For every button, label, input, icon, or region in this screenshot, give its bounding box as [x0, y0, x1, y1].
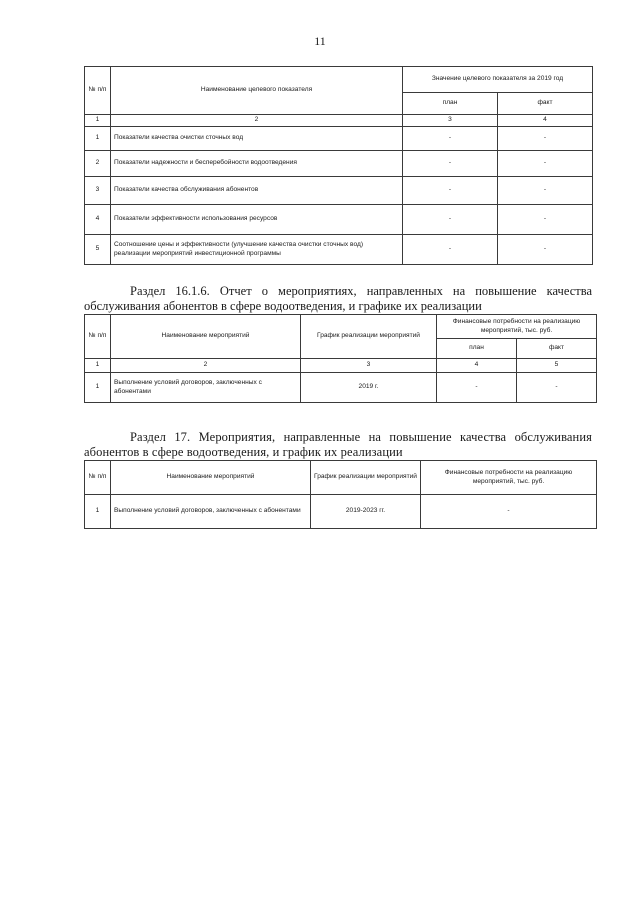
column-index-row	[85, 115, 593, 127]
col-header-plan: план	[437, 339, 517, 359]
section-heading-text: Раздел 16.1.6. Отчет о мероприятиях, направленных на повышение качества обслуживания абонентов в сфере водоотведения, и графике их реализации	[84, 284, 592, 313]
col-header-measure-name: Наименование мероприятий	[111, 461, 311, 495]
table-row	[85, 151, 593, 177]
row-plan: -	[403, 205, 498, 235]
row-fact: -	[498, 127, 593, 151]
measures-report-table	[84, 314, 597, 403]
row-num: 1	[85, 495, 111, 529]
index-cell: 4	[498, 115, 593, 127]
row-num: 1	[85, 127, 111, 151]
row-fact: -	[498, 205, 593, 235]
index-cell: 2	[111, 359, 301, 373]
row-name: Выполнение условий договоров, заключенных с абонентами	[111, 495, 311, 529]
row-fact: -	[517, 373, 597, 403]
row-plan: -	[403, 127, 498, 151]
row-plan: -	[403, 151, 498, 177]
row-name: Показатели качества обслуживания абонентов	[111, 177, 403, 205]
target-indicators-table	[84, 66, 593, 265]
table-row	[85, 177, 593, 205]
row-num: 4	[85, 205, 111, 235]
col-header-indicator-name: Наименование целевого показателя	[111, 67, 403, 115]
row-schedule: 2019-2023 гг.	[311, 495, 421, 529]
col-header-schedule: График реализации мероприятий	[301, 315, 437, 359]
table-row	[85, 495, 597, 529]
table-row	[85, 127, 593, 151]
col-header-fact: факт	[498, 93, 593, 115]
row-plan: -	[403, 177, 498, 205]
row-num: 5	[85, 235, 111, 265]
row-num: 1	[85, 373, 111, 403]
column-index-row	[85, 359, 597, 373]
col-header-num: № п/п	[85, 315, 111, 359]
index-cell: 2	[111, 115, 403, 127]
index-cell: 5	[517, 359, 597, 373]
row-name: Соотношение цены и эффективности (улучшение качества очистки сточных вод) реализации мероприятий инвестиционной программы	[111, 235, 403, 265]
index-cell: 4	[437, 359, 517, 373]
table-row	[85, 373, 597, 403]
col-header-value-group: Значение целевого показателя за 2019 год	[403, 67, 593, 93]
col-header-plan: план	[403, 93, 498, 115]
page-number: 11	[314, 34, 326, 48]
row-plan: -	[437, 373, 517, 403]
col-header-num: № п/п	[85, 461, 111, 495]
row-num: 3	[85, 177, 111, 205]
col-header-measure-name: Наименование мероприятий	[111, 315, 301, 359]
index-cell: 1	[85, 115, 111, 127]
table-row	[85, 205, 593, 235]
col-header-num: № п/п	[85, 67, 111, 115]
planned-measures-table	[84, 460, 597, 529]
row-plan: -	[403, 235, 498, 265]
col-header-schedule: График реализации мероприятий	[311, 461, 421, 495]
index-cell: 1	[85, 359, 111, 373]
row-name: Показатели надежности и бесперебойности водоотведения	[111, 151, 403, 177]
row-finance: -	[421, 495, 597, 529]
row-fact: -	[498, 151, 593, 177]
row-name: Выполнение условий договоров, заключенных с абонентами	[111, 373, 301, 403]
row-fact: -	[498, 177, 593, 205]
index-cell: 3	[301, 359, 437, 373]
col-header-finance: Финансовые потребности на реализацию мероприятий, тыс. руб.	[421, 461, 597, 495]
row-name: Показатели эффективности использования ресурсов	[111, 205, 403, 235]
index-cell: 3	[403, 115, 498, 127]
row-schedule: 2019 г.	[301, 373, 437, 403]
section-heading-text: Раздел 17. Мероприятия, направленные на повышение качества обслуживания абонентов в сфере водоотведения, и график их реализации	[84, 430, 592, 459]
col-header-finance-group: Финансовые потребности на реализацию мероприятий, тыс. руб.	[437, 315, 597, 339]
table-row	[85, 235, 593, 265]
col-header-fact: факт	[517, 339, 597, 359]
section-heading-16-1-6	[84, 284, 592, 314]
row-num: 2	[85, 151, 111, 177]
section-heading-17	[84, 430, 592, 460]
row-name: Показатели качества очистки сточных вод	[111, 127, 403, 151]
row-fact: -	[498, 235, 593, 265]
